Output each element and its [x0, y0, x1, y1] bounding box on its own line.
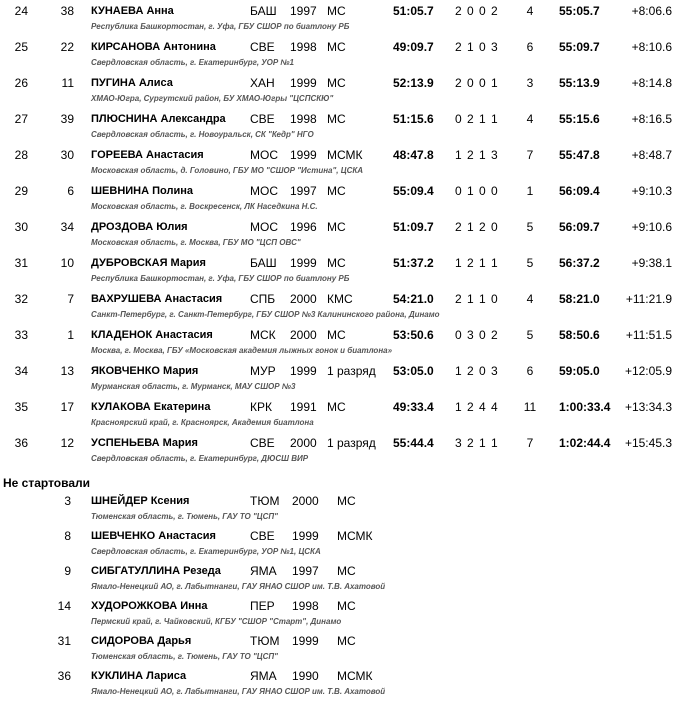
bib-cell: 10: [60, 256, 74, 270]
shooting-misses: 0 3 0 2: [455, 328, 499, 342]
penalty-count: 5: [526, 220, 534, 234]
place-cell: 29: [14, 184, 28, 198]
table-row: [0, 252, 686, 288]
athlete-affiliation: Санкт-Петербург, г. Санкт-Петербург, ГБУ СШОР №3 Калининского района, Динамо: [91, 310, 440, 319]
ski-time: 54:21.0: [393, 292, 434, 306]
athlete-name: СИДОРОВА Дарья: [91, 635, 192, 647]
athlete-name: ЯКОВЧЕНКО Мария: [91, 365, 199, 377]
time-gap: +15:45.3: [624, 436, 672, 450]
bib-cell: 17: [60, 400, 74, 414]
total-time: 58:50.6: [559, 328, 600, 342]
place-cell: 32: [14, 292, 28, 306]
table-row: [0, 288, 686, 324]
ski-time: 53:50.6: [393, 328, 434, 342]
region-cell: МОС: [250, 148, 278, 162]
place-cell: 36: [14, 436, 28, 450]
penalty-count: 6: [526, 364, 534, 378]
sport-rank: КМС: [327, 292, 353, 306]
bib-cell: 22: [60, 40, 74, 54]
sport-rank: МС: [327, 184, 346, 198]
birth-year: 1990: [292, 669, 319, 683]
penalty-count: 4: [526, 112, 534, 126]
athlete-affiliation: Свердловская область, г. Екатеринбург, ДЮСШ ВИР: [91, 454, 309, 463]
athlete-name: КУНАЕВА Анна: [91, 5, 174, 17]
bib-cell: 3: [64, 494, 71, 508]
bib-cell: 14: [57, 599, 71, 613]
sport-rank: МС: [337, 634, 356, 648]
athlete-name: ШЕВЧЕНКО Анастасия: [91, 530, 216, 542]
shooting-misses: 0 1 0 0: [455, 184, 499, 198]
sport-rank: МС: [327, 328, 346, 342]
penalty-count: 4: [526, 4, 534, 18]
time-gap: +12:05.9: [624, 364, 672, 378]
ski-time: 51:15.6: [393, 112, 434, 126]
shooting-misses: 1 2 0 3: [455, 364, 499, 378]
shooting-misses: 2 1 2 0: [455, 220, 499, 234]
birth-year: 1999: [290, 76, 317, 90]
birth-year: 2000: [290, 292, 317, 306]
ski-time: 49:33.4: [393, 400, 434, 414]
athlete-affiliation: Свердловская область, г. Новоуральск, СК "Кедр" НГО: [91, 130, 314, 139]
athlete-affiliation: Республика Башкортостан, г. Уфа, ГБУ СШОР по биатлону РБ: [91, 274, 350, 283]
bib-cell: 13: [60, 364, 74, 378]
athlete-affiliation: Мурманская область, г. Мурманск, МАУ СШОР №3: [91, 382, 296, 391]
region-cell: МОС: [250, 184, 278, 198]
region-cell: СВЕ: [250, 40, 275, 54]
athlete-affiliation: Московская область, д. Головино, ГБУ МО "СШОР "Истина", ЦСКА: [91, 166, 364, 175]
birth-year: 2000: [290, 328, 317, 342]
bib-cell: 36: [57, 669, 71, 683]
table-row: [0, 665, 686, 701]
total-time: 55:05.7: [559, 4, 600, 18]
bib-cell: 39: [60, 112, 74, 126]
table-row: [0, 36, 686, 72]
birth-year: 1999: [292, 529, 319, 543]
athlete-name: КЛАДЕНОК Анастасия: [91, 329, 213, 341]
birth-year: 1998: [292, 599, 319, 613]
athlete-name: КУКЛИНА Лариса: [91, 670, 187, 682]
bib-cell: 9: [64, 564, 71, 578]
athlete-affiliation: Республика Башкортостан, г. Уфа, ГБУ СШОР по биатлону РБ: [91, 22, 350, 31]
section-title: Не стартовали: [3, 476, 91, 490]
region-cell: СВЕ: [250, 436, 275, 450]
athlete-name: КИРСАНОВА Антонина: [91, 41, 216, 53]
penalty-count: 5: [526, 256, 534, 270]
region-cell: МОС: [250, 220, 278, 234]
bib-cell: 30: [60, 148, 74, 162]
athlete-name: ГОРЕЕВА Анастасия: [91, 149, 204, 161]
athlete-affiliation: Свердловская область, г. Екатеринбург, УОР №1, ЦСКА: [91, 547, 321, 556]
sport-rank: МСМК: [327, 148, 363, 162]
athlete-name: ДРОЗДОВА Юлия: [91, 221, 188, 233]
place-cell: 28: [14, 148, 28, 162]
bib-cell: 1: [67, 328, 74, 342]
penalty-count: 6: [526, 40, 534, 54]
athlete-name: ПУГИНА Алиса: [91, 77, 173, 89]
birth-year: 1997: [292, 564, 319, 578]
penalty-count: 11: [523, 400, 537, 414]
time-gap: +9:38.1: [631, 256, 672, 270]
table-row: [0, 525, 686, 561]
sport-rank: МСМК: [337, 669, 373, 683]
sport-rank: 1 разряд: [327, 364, 376, 378]
athlete-affiliation: Пермский край, г. Чайковский, КГБУ "СШОР "Старт", Динамо: [91, 617, 342, 626]
ski-time: 55:09.4: [393, 184, 434, 198]
athlete-name: ШНЕЙДЕР Ксения: [91, 495, 190, 507]
sport-rank: МС: [327, 4, 346, 18]
region-cell: ЯМА: [250, 669, 277, 683]
athlete-affiliation: Красноярский край, г. Красноярск, Академия биатлона: [91, 418, 314, 427]
region-cell: КРК: [250, 400, 272, 414]
time-gap: +11:21.9: [625, 292, 672, 306]
ski-time: 48:47.8: [393, 148, 434, 162]
bib-cell: 31: [57, 634, 71, 648]
place-cell: 31: [14, 256, 28, 270]
penalty-count: 5: [526, 328, 534, 342]
region-cell: ХАН: [250, 76, 275, 90]
region-cell: МСК: [250, 328, 276, 342]
place-cell: 25: [14, 40, 28, 54]
athlete-affiliation: Ямало-Ненецкий АО, г. Лабытнанги, ГАУ ЯНАО СШОР им. Т.В. Ахатовой: [91, 582, 386, 591]
total-time: 55:47.8: [559, 148, 600, 162]
athlete-name: УСПЕНЬЕВА Мария: [91, 437, 198, 449]
table-row: [0, 216, 686, 252]
birth-year: 1999: [290, 364, 317, 378]
time-gap: +9:10.3: [631, 184, 672, 198]
sport-rank: МС: [337, 564, 356, 578]
penalty-count: 7: [526, 148, 534, 162]
region-cell: БАШ: [250, 4, 277, 18]
region-cell: ЯМА: [250, 564, 277, 578]
shooting-misses: 2 0 0 1: [455, 76, 499, 90]
athlete-name: ХУДОРОЖКОВА Инна: [91, 600, 208, 612]
birth-year: 1996: [290, 220, 317, 234]
total-time: 1:02:44.4: [559, 436, 611, 450]
athlete-name: ДУБРОВСКАЯ Мария: [91, 257, 206, 269]
shooting-misses: 0 2 1 1: [455, 112, 499, 126]
place-cell: 24: [14, 4, 28, 18]
table-row: [0, 630, 686, 666]
time-gap: +13:34.3: [624, 400, 672, 414]
place-cell: 30: [14, 220, 28, 234]
sport-rank: МС: [327, 40, 346, 54]
birth-year: 1999: [292, 634, 319, 648]
time-gap: +8:16.5: [631, 112, 672, 126]
time-gap: +8:10.6: [631, 40, 672, 54]
shooting-misses: 1 2 1 1: [455, 256, 499, 270]
athlete-affiliation: Тюменская область, г. Тюмень, ГАУ ТО "ЦСП": [91, 512, 278, 521]
total-time: 55:13.9: [559, 76, 600, 90]
bib-cell: 12: [60, 436, 74, 450]
time-gap: +8:48.7: [631, 148, 672, 162]
sport-rank: МС: [327, 220, 346, 234]
place-cell: 27: [14, 112, 28, 126]
birth-year: 1998: [290, 112, 317, 126]
sport-rank: МС: [327, 112, 346, 126]
birth-year: 2000: [292, 494, 319, 508]
table-row: [0, 180, 686, 216]
region-cell: СПБ: [250, 292, 276, 306]
birth-year: 1991: [290, 400, 317, 414]
athlete-affiliation: Свердловская область, г. Екатеринбург, УОР №1: [91, 58, 295, 67]
region-cell: ТЮМ: [250, 494, 280, 508]
birth-year: 1999: [290, 148, 317, 162]
sport-rank: МС: [327, 256, 346, 270]
region-cell: БАШ: [250, 256, 277, 270]
table-row: [0, 0, 686, 36]
athlete-affiliation: Московская область, г. Воскресенск, ЛК Наседкина Н.С.: [91, 202, 318, 211]
total-time: 56:09.4: [559, 184, 600, 198]
table-row: [0, 595, 686, 631]
ski-time: 49:09.7: [393, 40, 434, 54]
shooting-misses: 2 1 0 3: [455, 40, 499, 54]
athlete-affiliation: Москва, г. Москва, ГБУ «Московская академия лыжных гонок и биатлона»: [91, 346, 393, 355]
penalty-count: 4: [526, 292, 534, 306]
birth-year: 1998: [290, 40, 317, 54]
birth-year: 1997: [290, 184, 317, 198]
athlete-name: ВАХРУШЕВА Анастасия: [91, 293, 223, 305]
table-row: [0, 324, 686, 360]
shooting-misses: 1 2 1 3: [455, 148, 499, 162]
sport-rank: МС: [337, 599, 356, 613]
sport-rank: МСМК: [337, 529, 373, 543]
sport-rank: 1 разряд: [327, 436, 376, 450]
place-cell: 35: [14, 400, 28, 414]
total-time: 59:05.0: [559, 364, 600, 378]
region-cell: СВЕ: [250, 112, 275, 126]
birth-year: 1997: [290, 4, 317, 18]
total-time: 1:00:33.4: [559, 400, 611, 414]
shooting-misses: 2 0 0 2: [455, 4, 499, 18]
athlete-affiliation: ХМАО-Югра, Сургутский район, БУ ХМАО-Югры "ЦСПСКЮ": [91, 94, 334, 103]
region-cell: СВЕ: [250, 529, 275, 543]
bib-cell: 11: [61, 76, 74, 90]
table-row: [0, 108, 686, 144]
region-cell: ПЕР: [250, 599, 275, 613]
shooting-misses: 1 2 4 4: [455, 400, 499, 414]
total-time: 56:37.2: [559, 256, 600, 270]
penalty-count: 1: [526, 184, 534, 198]
penalty-count: 7: [526, 436, 534, 450]
sport-rank: МС: [327, 76, 346, 90]
athlete-name: ПЛЮСНИНА Александра: [91, 113, 226, 125]
sport-rank: МС: [327, 400, 346, 414]
table-row: [0, 432, 686, 468]
penalty-count: 3: [526, 76, 534, 90]
ski-time: 52:13.9: [393, 76, 434, 90]
table-row: [0, 360, 686, 396]
total-time: 55:09.7: [559, 40, 600, 54]
birth-year: 1999: [290, 256, 317, 270]
bib-cell: 7: [67, 292, 74, 306]
time-gap: +11:51.5: [625, 328, 672, 342]
athlete-affiliation: Тюменская область, г. Тюмень, ГАУ ТО "ЦСП": [91, 652, 278, 661]
birth-year: 2000: [290, 436, 317, 450]
shooting-misses: 3 2 1 1: [455, 436, 499, 450]
table-row: [0, 72, 686, 108]
bib-cell: 6: [67, 184, 74, 198]
athlete-name: КУЛАКОВА Екатерина: [91, 401, 211, 413]
total-time: 58:21.0: [559, 292, 600, 306]
region-cell: МУР: [250, 364, 276, 378]
sport-rank: МС: [337, 494, 356, 508]
ski-time: 51:37.2: [393, 256, 434, 270]
total-time: 56:09.7: [559, 220, 600, 234]
time-gap: +8:14.8: [631, 76, 672, 90]
total-time: 55:15.6: [559, 112, 600, 126]
ski-time: 51:05.7: [393, 4, 434, 18]
table-row: [0, 144, 686, 180]
bib-cell: 8: [64, 529, 71, 543]
table-row: [0, 560, 686, 596]
table-row: [0, 396, 686, 432]
ski-time: 51:09.7: [393, 220, 434, 234]
bib-cell: 34: [60, 220, 74, 234]
athlete-name: ШЕВНИНА Полина: [91, 185, 193, 197]
athlete-affiliation: Ямало-Ненецкий АО, г. Лабытнанги, ГАУ ЯНАО СШОР им. Т.В. Ахатовой: [91, 687, 386, 696]
bib-cell: 38: [60, 4, 74, 18]
shooting-misses: 2 1 1 0: [455, 292, 499, 306]
place-cell: 33: [14, 328, 28, 342]
athlete-affiliation: Московская область, г. Москва, ГБУ МО "ЦСП ОВС": [91, 238, 301, 247]
time-gap: +8:06.6: [631, 4, 672, 18]
ski-time: 53:05.0: [393, 364, 434, 378]
place-cell: 26: [14, 76, 28, 90]
table-row: [0, 490, 686, 526]
ski-time: 55:44.4: [393, 436, 434, 450]
time-gap: +9:10.6: [631, 220, 672, 234]
athlete-name: СИБГАТУЛЛИНА Резеда: [91, 565, 221, 577]
region-cell: ТЮМ: [250, 634, 280, 648]
place-cell: 34: [14, 364, 28, 378]
